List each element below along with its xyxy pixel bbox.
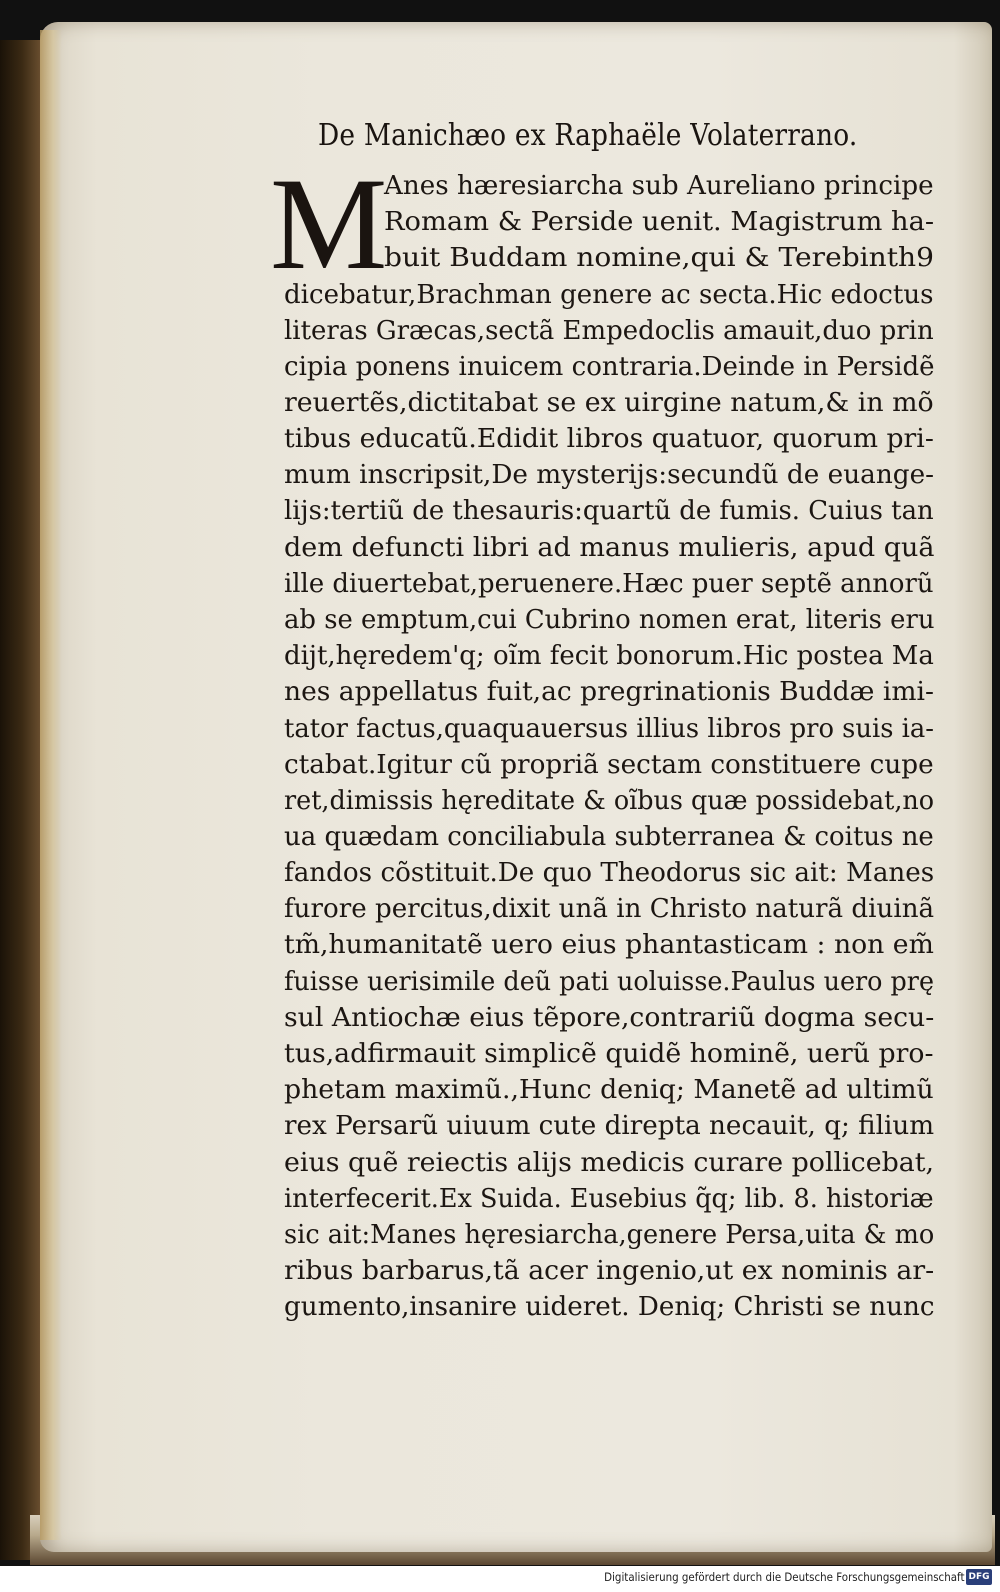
text-line: dijt,hęredem'q; oĩm fecit bonorum.Hic postea Ma — [284, 640, 934, 671]
dfg-logo: DFG — [966, 1569, 992, 1585]
text-line: Romam & Perside uenit. Magistrum ha- — [384, 206, 935, 237]
text-line: dicebatur,Brachman genere ac secta.Hic edoctus — [284, 279, 934, 310]
text-line: eius quẽ reiectis alijs medicis curare pollicebat, — [284, 1147, 935, 1178]
text-line: sul Antiochæ eius tẽpore,contrariũ dogma secu- — [284, 1002, 935, 1033]
text-line: fandos cõstituit.De quo Theodorus sic ait: Manes — [284, 857, 935, 888]
text-line: ab se emptum,cui Cubrino nomen erat, literis eru — [284, 604, 935, 635]
text-line: reuertẽs,dictitabat se ex uirgine natum,& in mõ — [284, 387, 934, 418]
text-line: tus,adfirmauit simplicẽ quidẽ hominẽ, uerũ pro- — [284, 1038, 934, 1069]
text-line: tm̃,humanitatẽ uero eius phantasticam : non em̃ — [284, 929, 934, 960]
text-line: ua quædam conciliabula subterranea & coitus ne — [284, 821, 934, 852]
text-line: literas Græcas,sectã Empedoclis amauit,duo prin — [284, 315, 934, 346]
text-line: fuisse uerisimile deũ pati uoluisse.Paulus uero prę — [284, 966, 935, 997]
text-line: phetam maximũ.,Hunc deniq; Manetẽ ad ultimũ — [284, 1074, 934, 1105]
text-line: tibus educatũ.Edidit libros quatuor, quorum pri- — [284, 423, 934, 454]
text-line: ret,dimissis hęreditate & oĩbus quæ possidebat,no — [284, 785, 935, 816]
text-line: dem defuncti libri ad manus mulieris, apud quã — [284, 532, 935, 563]
text-line: sic ait:Manes hęresiarcha,genere Persa,uita & mo — [284, 1219, 935, 1250]
text-line: ctabat.Igitur cũ propriã sectam constituere cupe — [284, 749, 934, 780]
text-line: Anes hæresiarcha sub Aureliano principe — [384, 170, 934, 201]
text-line: mum inscripsit,De mysterijs:secundũ de euange- — [284, 459, 935, 490]
page-gutter — [40, 30, 62, 1540]
text-line: interfecerit.Ex Suida. Eusebius q̃q; lib. 8. historiæ — [284, 1183, 934, 1214]
text-line: nes appellatus fuit,ac pregrinationis Buddæ imi- — [284, 676, 934, 707]
text-line: rex Persarũ uiuum cute direpta necauit, q; filium — [284, 1110, 935, 1141]
text-line: tator factus,quaquauersus illius libros pro suis ia- — [284, 713, 935, 744]
text-line: lijs:tertiũ de thesauris:quartũ de fumis. Cuius tan — [284, 495, 934, 526]
text-line: gumento,insanire uideret. Deniq; Christi se nunc — [284, 1291, 935, 1322]
page-heading: De Manichæo ex Raphaële Volaterrano. — [318, 118, 858, 153]
text-line: cipia ponens inuicem contraria.Deinde in Persidẽ — [284, 351, 935, 382]
drop-cap-initial: M — [270, 150, 388, 297]
text-line: buit Buddam nomine,qui & Terebinth9 — [384, 242, 935, 273]
funding-credit: Digitalisierung gefördert durch die Deutsche Forschungsgemeinschaft — [603, 1570, 964, 1584]
text-line: ribus barbarus,tã acer ingenio,ut ex nominis ar- — [284, 1255, 935, 1286]
text-line: ille diuertebat,peruenere.Hæc puer septẽ annorũ — [284, 568, 934, 599]
text-line: furore percitus,dixit unã in Christo naturã diuinã — [284, 893, 935, 924]
